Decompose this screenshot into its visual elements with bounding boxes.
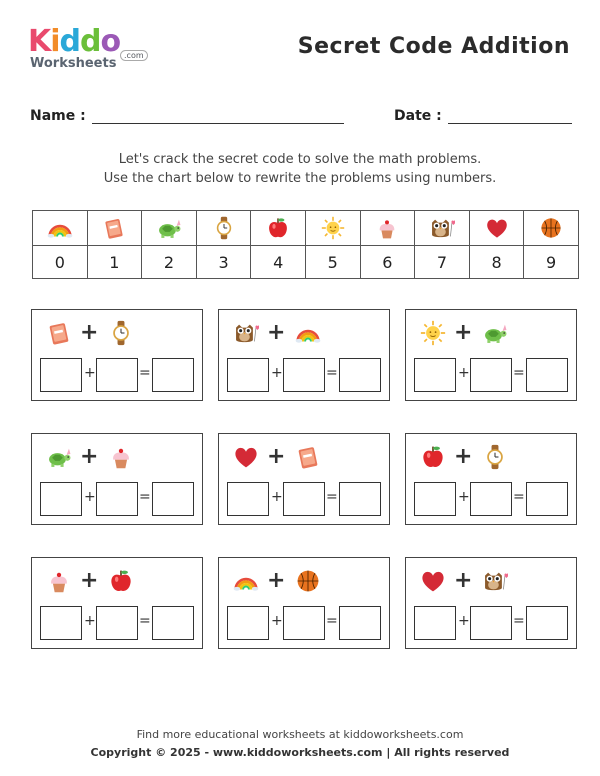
answer-box-addend-2[interactable] [283, 358, 325, 392]
plus-sign: + [80, 444, 99, 469]
answer-box-addend-1[interactable] [414, 482, 456, 516]
code-icon-cell [415, 211, 470, 246]
plus-sign: + [267, 568, 286, 593]
apple-icon [265, 216, 291, 240]
name-label: Name : [30, 108, 86, 124]
answer-box-addend-2[interactable] [470, 482, 512, 516]
answer-box-sum[interactable] [152, 358, 194, 392]
problem-card [405, 309, 577, 401]
kiddo-worksheets-logo [28, 26, 158, 74]
answer-box-sum[interactable] [526, 358, 568, 392]
rainbow-icon [295, 320, 321, 346]
answer-box-addend-1[interactable] [40, 358, 82, 392]
plus-sign: + [80, 568, 99, 593]
cupcake-icon [46, 568, 72, 594]
problem-pictures [219, 444, 389, 468]
rainbow-icon [233, 568, 259, 594]
answer-box-addend-1[interactable] [414, 606, 456, 640]
answer-box-addend-1[interactable] [227, 606, 269, 640]
apple-icon [420, 444, 446, 470]
answer-box-addend-2[interactable] [96, 482, 138, 516]
equals-operator: = [326, 613, 338, 629]
plus-operator: + [458, 365, 470, 381]
equals-operator: = [139, 365, 151, 381]
plus-operator: + [458, 489, 470, 505]
answer-box-sum[interactable] [152, 482, 194, 516]
code-icon-cell [196, 211, 251, 246]
problem-pictures [32, 444, 202, 468]
answer-box-addend-1[interactable] [414, 358, 456, 392]
answer-box-addend-1[interactable] [227, 358, 269, 392]
plus-operator: + [271, 613, 283, 629]
answer-box-addend-1[interactable] [227, 482, 269, 516]
watch-icon [482, 444, 508, 470]
code-icon-cell [305, 211, 360, 246]
answer-box-sum[interactable] [339, 358, 381, 392]
plus-operator: + [84, 365, 96, 381]
code-icon-cell [360, 211, 415, 246]
plus-sign: + [267, 320, 286, 345]
equals-operator: = [139, 613, 151, 629]
logo-worksheets-text: Worksheets [30, 56, 117, 71]
date-field [394, 108, 572, 124]
code-icon-cell [251, 211, 306, 246]
plus-sign: + [454, 320, 473, 345]
book-icon [101, 216, 127, 240]
plus-operator: + [271, 365, 283, 381]
answer-box-addend-2[interactable] [470, 606, 512, 640]
code-icon-cell [33, 211, 88, 246]
problem-card [31, 433, 203, 525]
code-number-cell: 7 [415, 246, 470, 279]
answer-box-addend-1[interactable] [40, 606, 82, 640]
code-number-cell: 1 [87, 246, 142, 279]
equals-operator: = [513, 365, 525, 381]
answer-box-addend-2[interactable] [96, 606, 138, 640]
basketball-icon [538, 216, 564, 240]
equals-operator: = [326, 489, 338, 505]
sun-icon [420, 320, 446, 346]
rainbow-icon [47, 216, 73, 240]
problem-pictures [32, 320, 202, 344]
problem-card [405, 557, 577, 649]
cupcake-icon [374, 216, 400, 240]
apple-icon [108, 568, 134, 594]
answer-box-addend-2[interactable] [283, 482, 325, 516]
plus-operator: + [271, 489, 283, 505]
problem-pictures [32, 568, 202, 592]
instruction-line-1: Let's crack the secret code to solve the math problems. [118, 152, 482, 167]
problem-card [218, 309, 390, 401]
plus-operator: + [84, 613, 96, 629]
code-number-cell: 6 [360, 246, 415, 279]
plus-operator: + [458, 613, 470, 629]
problem-card [405, 433, 577, 525]
logo-com-text: .com [120, 50, 148, 61]
answer-box-addend-2[interactable] [283, 606, 325, 640]
basketball-icon [295, 568, 321, 594]
date-label: Date : [394, 108, 442, 124]
book-icon [46, 320, 72, 346]
equals-operator: = [139, 489, 151, 505]
owl-icon [482, 568, 508, 594]
problem-card [218, 433, 390, 525]
problem-pictures [406, 320, 576, 344]
plus-operator: + [84, 489, 96, 505]
turtle-icon [156, 216, 182, 240]
instruction-line-2: Use the chart below to rewrite the problems using numbers. [103, 171, 497, 186]
code-number-row [33, 246, 579, 279]
date-line[interactable] [448, 109, 572, 124]
code-icon-row [33, 211, 579, 246]
code-number-cell: 4 [251, 246, 306, 279]
answer-box-addend-2[interactable] [470, 358, 512, 392]
plus-sign: + [454, 568, 473, 593]
answer-box-addend-2[interactable] [96, 358, 138, 392]
problem-pictures [219, 568, 389, 592]
instructions [0, 150, 600, 188]
owl-icon [233, 320, 259, 346]
name-line[interactable] [92, 109, 344, 124]
code-number-cell: 5 [305, 246, 360, 279]
problem-pictures [406, 568, 576, 592]
plus-sign: + [454, 444, 473, 469]
book-icon [295, 444, 321, 470]
sun-icon [320, 216, 346, 240]
problem-card [31, 309, 203, 401]
watch-icon [108, 320, 134, 346]
plus-sign: + [267, 444, 286, 469]
name-field [30, 108, 344, 124]
answer-box-sum[interactable] [152, 606, 194, 640]
equals-operator: = [513, 489, 525, 505]
equals-operator: = [513, 613, 525, 629]
equals-operator: = [326, 365, 338, 381]
code-number-cell: 8 [469, 246, 524, 279]
code-number-cell: 3 [196, 246, 251, 279]
footer-line-1: Find more educational worksheets at kiddoworksheets.com [136, 728, 464, 741]
footer-line-2: Copyright © 2025 - www.kiddoworksheets.com | All rights reserved [90, 746, 510, 759]
turtle-icon [482, 320, 508, 346]
page-title: Secret Code Addition [297, 34, 570, 59]
problem-pictures [406, 444, 576, 468]
answer-box-sum[interactable] [526, 606, 568, 640]
answer-box-sum[interactable] [339, 606, 381, 640]
code-icon-cell [524, 211, 579, 246]
problem-pictures [219, 320, 389, 344]
problem-card [218, 557, 390, 649]
heart-icon [484, 216, 510, 240]
logo-kiddo-text: Kiddo [28, 24, 121, 59]
code-icon-cell [469, 211, 524, 246]
answer-box-sum[interactable] [339, 482, 381, 516]
code-number-cell: 9 [524, 246, 579, 279]
cupcake-icon [108, 444, 134, 470]
code-number-cell: 2 [142, 246, 197, 279]
answer-box-addend-1[interactable] [40, 482, 82, 516]
answer-box-sum[interactable] [526, 482, 568, 516]
owl-icon [429, 216, 455, 240]
plus-sign: + [80, 320, 99, 345]
secret-code-chart [32, 210, 579, 279]
heart-icon [420, 568, 446, 594]
code-icon-cell [87, 211, 142, 246]
problem-card [31, 557, 203, 649]
heart-icon [233, 444, 259, 470]
turtle-icon [46, 444, 72, 470]
watch-icon [211, 216, 237, 240]
code-number-cell: 0 [33, 246, 88, 279]
code-icon-cell [142, 211, 197, 246]
